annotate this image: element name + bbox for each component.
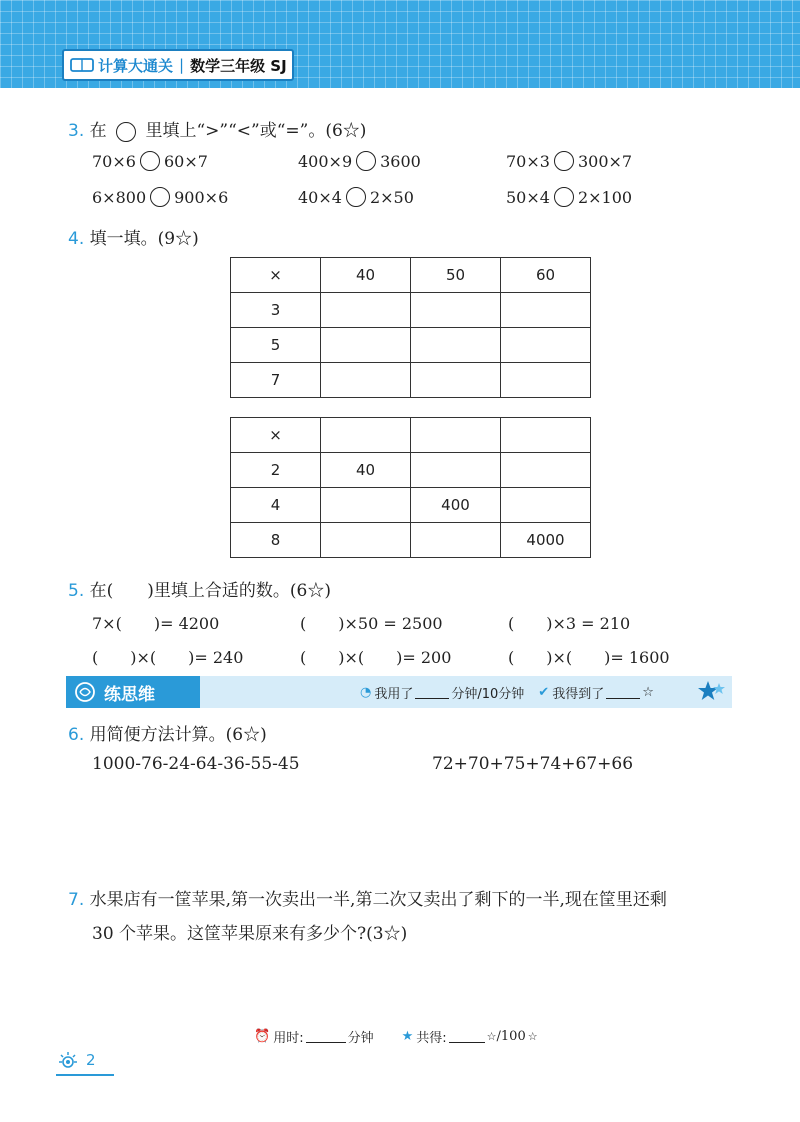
brain-icon	[74, 681, 96, 703]
score-label: 共得:	[416, 1031, 447, 1046]
table-cell: 3	[231, 293, 321, 328]
star-icon: ☆	[642, 685, 654, 700]
score-star: ☆	[527, 1030, 538, 1043]
table-cell: 40	[321, 258, 411, 293]
question-number: 6.	[68, 725, 85, 745]
stars-icon	[698, 679, 726, 705]
page-number-underline	[56, 1074, 114, 1076]
fill-item[interactable]: 7×( )= 4200	[92, 614, 220, 633]
answer-cell[interactable]	[321, 328, 411, 363]
answer-cell[interactable]	[411, 453, 501, 488]
compare-right: 3600	[380, 151, 421, 171]
answer-cell[interactable]	[321, 523, 411, 558]
compare-item	[92, 151, 208, 171]
page-number: 2	[86, 1051, 96, 1069]
answer-cell[interactable]	[501, 293, 591, 328]
table-cell: 2	[231, 453, 321, 488]
question-number: 5.	[68, 581, 85, 601]
answer-cell[interactable]	[411, 328, 501, 363]
time-blank[interactable]	[415, 686, 449, 699]
compare-right: 900×6	[174, 187, 229, 207]
score-star: ☆	[486, 1030, 497, 1043]
question-7-line-2: 30 个苹果。这筐苹果原来有多少个?(3☆)	[92, 924, 408, 944]
check-icon: ✔	[538, 685, 550, 700]
answer-cell[interactable]	[411, 363, 501, 398]
expression-2: 72+70+75+74+67+66	[432, 754, 634, 774]
star-icon: ★	[401, 1029, 414, 1044]
circle-icon	[116, 122, 136, 142]
compare-item	[92, 187, 228, 207]
answer-cell[interactable]	[411, 523, 501, 558]
used-suffix: 分钟/10分钟	[451, 687, 525, 702]
answer-cell[interactable]	[501, 418, 591, 453]
section-tag	[66, 676, 200, 708]
answer-cell[interactable]	[501, 328, 591, 363]
question-text: 水果店有一筐苹果,第一次卖出一半,第二次又卖出了剩下的一半,现在筐里还剩	[89, 890, 667, 910]
question-text: 用简便方法计算。(6☆)	[89, 725, 267, 745]
page-number-block	[56, 1050, 96, 1070]
answer-circle[interactable]	[140, 151, 160, 171]
fill-item[interactable]: ( )×3 = 210	[508, 614, 631, 633]
answer-cell[interactable]	[321, 293, 411, 328]
table-cell: 5	[231, 328, 321, 363]
section-score-info	[360, 683, 654, 702]
compare-right: 2×50	[369, 187, 414, 207]
compare-left: 40×4	[298, 187, 342, 207]
answer-cell[interactable]	[321, 418, 411, 453]
score-blank[interactable]	[606, 686, 640, 699]
answer-cell[interactable]	[501, 363, 591, 398]
question-text: 在( )里填上合适的数。(6☆)	[89, 581, 331, 601]
compare-left: 70×3	[506, 151, 550, 171]
compare-right: 2×100	[577, 187, 633, 207]
header-title-bar	[62, 49, 294, 81]
question-7-line-1	[68, 885, 667, 910]
question-number: 4.	[68, 229, 85, 249]
fill-item[interactable]: ( )×( )= 1600	[508, 648, 670, 667]
fill-item[interactable]: ( )×( )= 240	[92, 648, 244, 667]
book-title: 数学三年级 SJ	[190, 56, 287, 75]
table-cell: 400	[411, 488, 501, 523]
compare-right: 300×7	[577, 151, 633, 171]
question-4-title	[68, 224, 199, 249]
page-header	[0, 0, 800, 88]
compare-right: 60×7	[163, 151, 208, 171]
question-number: 3.	[68, 121, 85, 141]
clock-icon: ◔	[360, 685, 372, 700]
answer-cell[interactable]	[411, 293, 501, 328]
series-title: 计算大通关	[98, 56, 174, 75]
time-label: 用时:	[273, 1031, 304, 1046]
sun-icon	[56, 1050, 80, 1070]
table-cell: ×	[231, 258, 321, 293]
question-5-title	[68, 576, 331, 601]
time-blank[interactable]	[306, 1030, 346, 1043]
question-number: 7.	[68, 890, 85, 910]
compare-left: 400×9	[298, 151, 353, 171]
table-cell: 60	[501, 258, 591, 293]
got-label: 我得到了	[552, 687, 605, 702]
answer-circle[interactable]	[554, 187, 574, 207]
fill-item[interactable]: ( )×50 = 2500	[300, 614, 443, 633]
answer-circle[interactable]	[346, 187, 366, 207]
table-cell: ×	[231, 418, 321, 453]
compare-left: 50×4	[506, 187, 550, 207]
question-6-title	[68, 720, 267, 745]
section-title: 练思维	[104, 684, 155, 705]
answer-cell[interactable]	[501, 488, 591, 523]
answer-circle[interactable]	[356, 151, 376, 171]
fill-item[interactable]: ( )×( )= 200	[300, 648, 452, 667]
compare-left: 70×6	[92, 151, 136, 171]
answer-circle[interactable]	[150, 187, 170, 207]
table-cell: 4000	[501, 523, 591, 558]
book-icon	[70, 57, 94, 73]
score-total: /100	[496, 1029, 526, 1044]
compare-item	[298, 187, 414, 207]
title-separator: |	[179, 56, 185, 74]
table-cell: 50	[411, 258, 501, 293]
expression-1: 1000-76-24-64-36-55-45	[92, 754, 300, 774]
compare-left: 6×800	[92, 187, 147, 207]
answer-circle[interactable]	[554, 151, 574, 171]
table-cell: 8	[231, 523, 321, 558]
table-cell: 7	[231, 363, 321, 398]
answer-cell[interactable]	[321, 488, 411, 523]
compare-item	[506, 151, 632, 171]
question-text: 里填上“>”“<”或“=”。(6☆)	[145, 121, 367, 141]
score-blank[interactable]	[449, 1030, 485, 1043]
answer-cell[interactable]	[321, 363, 411, 398]
used-label: 我用了	[374, 687, 414, 702]
multiplication-table-1	[230, 257, 591, 398]
answer-cell[interactable]	[411, 418, 501, 453]
answer-cell[interactable]	[501, 453, 591, 488]
alarm-clock-icon: ⏰	[254, 1029, 271, 1044]
footer-score	[254, 1027, 538, 1046]
section-band	[66, 676, 732, 708]
compare-item	[506, 187, 632, 207]
table-cell: 4	[231, 488, 321, 523]
question-text: 填一填。(9☆)	[89, 229, 199, 249]
time-unit: 分钟	[347, 1031, 374, 1046]
question-text: 在	[89, 121, 107, 141]
multiplication-table-2	[230, 417, 591, 558]
table-cell: 40	[321, 453, 411, 488]
question-3-title	[68, 116, 366, 142]
compare-item	[298, 151, 421, 171]
